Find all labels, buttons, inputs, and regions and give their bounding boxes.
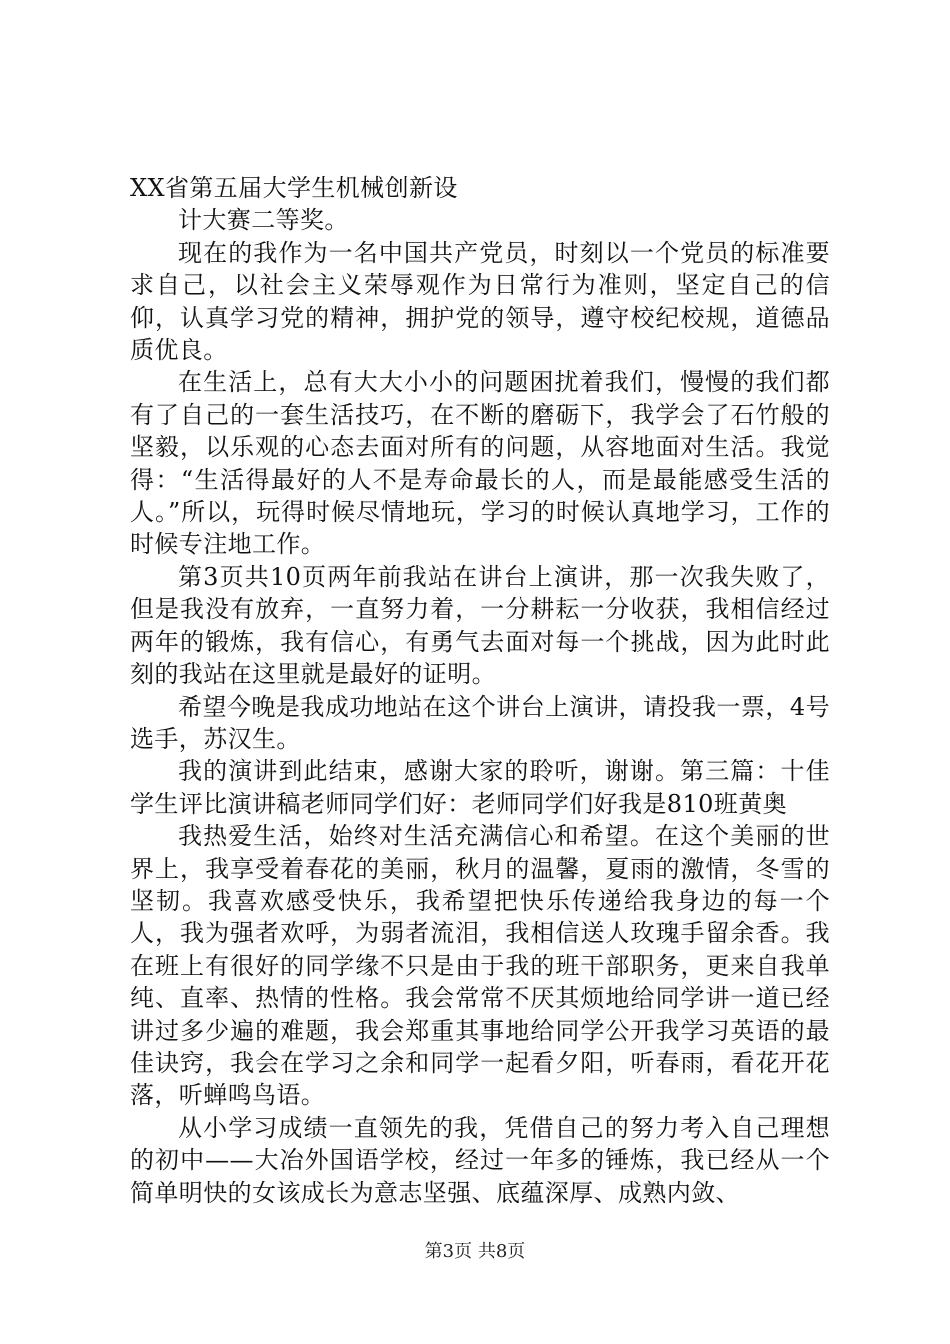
document-body (130, 172, 830, 1209)
paragraph-9: 从小学习成绩一直领先的我，凭借自己的努力考入自己理想的初中——大冶外国语学校，经过一年多的锤炼，我已经从一个简单明快的女该成长为意志坚强、底蕴深厚、成熟内敛、 (130, 1113, 830, 1207)
paragraph-8: 我热爱生活，始终对生活充满信心和希望。在这个美丽的世界上，我享受着春花的美丽，秋月的温馨，夏雨的激情，冬雪的坚韧。我喜欢感受快乐，我希望把快乐传递给我身边的每一个人，我为强者欢呼，为弱者流泪，我相信送人玫瑰手留余香。我在班上有很好的同学缘不只是由于我的班干部职务，更来自我单纯、直率、热情的性格。我会常常不厌其烦地给同学讲一道已经讲过多少遍的难题，我会郑重其事地给同学公开我学习英语的最佳诀窍，我会在学习之余和同学一起看夕阳，听春雨，看花开花落，听蝉鸣鸟语。 (130, 822, 830, 1110)
paragraph-7: 我的演讲到此结束，感谢大家的聆听，谢谢。第三篇：十佳学生评比演讲稿老师同学们好：老师同学们好我是810班黄奥 (130, 757, 830, 818)
paragraph-4: 在生活上，总有大大小小的问题困扰着我们，慢慢的我们都有了自己的一套生活技巧，在不断的磨砺下，我学会了石竹般的坚毅，以乐观的心态去面对所有的问题，从容地面对生活。我觉得：“生活得最好的人不是寿命最长的人，而是最能感受生活的人。”所以，玩得时候尽情地玩，学习的时候认真地学习，工作的时候专注地工作。 (130, 368, 830, 559)
paragraph-2: 计大赛二等奖。 (178, 206, 349, 235)
paragraph-6: 希望今晚是我成功地站在这个讲台上演讲，请投我一票，4号选手，苏汉生。 (130, 692, 830, 753)
page-footer: 第3页 共8页 (424, 1241, 526, 1262)
paragraph-1: XX省第五届大学生机械创新设 (130, 174, 458, 202)
paragraph-3: 现在的我作为一名中国共产党员，时刻以一个党员的标准要求自己，以社会主义荣辱观作为日常行为准则，坚定自己的信仰，认真学习党的精神，拥护党的领导，遵守校纪校规，道德品质优良。 (130, 238, 830, 365)
paragraph-5: 第3页共10页两年前我站在讲台上演讲，那一次我失败了，但是我没有放弃，一直努力着，一分耕耘一分收获，我相信经过两年的锻炼，我有信心，有勇气去面对每一个挑战，因为此时此刻的我站在这里就是最好的证明。 (130, 562, 830, 689)
